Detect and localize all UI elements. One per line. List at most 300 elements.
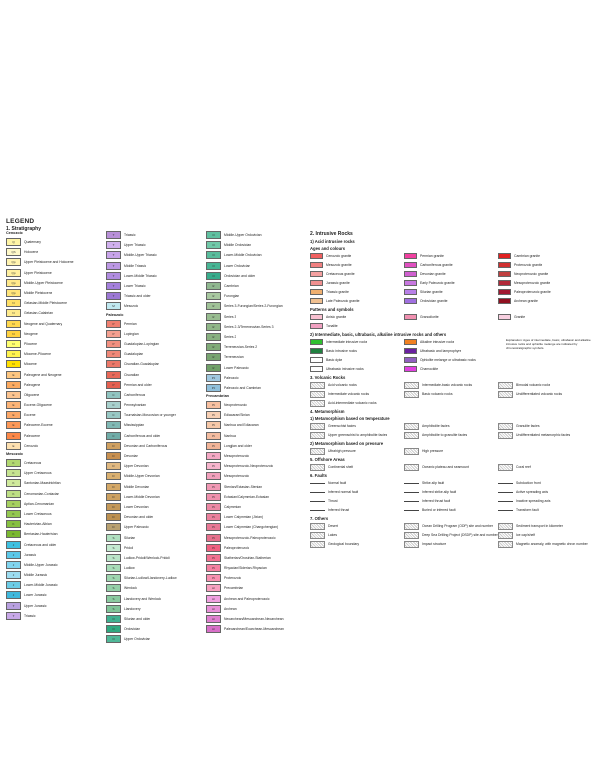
- color-swatch: S: [106, 534, 121, 542]
- intermediate-heading: 2) Intermediate, basic, ultrabasic, alkaline intrusive rocks and others: [310, 332, 447, 337]
- color-swatch: Pt: [206, 544, 221, 552]
- legend-row: [106, 451, 206, 461]
- color-swatch: Є: [206, 302, 221, 310]
- color-swatch: [404, 348, 417, 354]
- legend-label: Permian: [124, 321, 137, 326]
- pressure-heading: 2) Metamorphism based on pressure: [310, 441, 384, 446]
- fault-line: [404, 510, 419, 511]
- legend-row: [6, 441, 106, 451]
- color-swatch: Pt: [206, 534, 221, 542]
- color-swatch: C: [106, 432, 121, 440]
- legend-label: Inferred thrust: [328, 508, 350, 512]
- legend-label: Hauterivian-Albian: [24, 522, 52, 527]
- color-swatch: Є: [206, 282, 221, 290]
- color-swatch: P: [106, 320, 121, 328]
- color-swatch: P: [106, 340, 121, 348]
- legend-row: [106, 271, 206, 281]
- legend-label: Cisuralian: [124, 372, 140, 377]
- temperature-heading: 1) Metamorphism based on temperature: [310, 416, 390, 421]
- color-swatch: N: [6, 360, 21, 368]
- legend-label: Proterozoic: [224, 576, 242, 581]
- legend-label: Desert: [328, 524, 338, 528]
- legend-label: Granulite facies: [516, 424, 540, 428]
- legend-label: Lower-Middle Ordovician: [224, 253, 262, 258]
- legend-label: Mesoproterozoic: [224, 454, 250, 459]
- color-swatch: E: [6, 411, 21, 419]
- legend-label: Silurian: [124, 535, 136, 540]
- legend-label: Stenian/Ectasian-Stenian: [224, 484, 263, 489]
- legend-row: [206, 312, 306, 322]
- legend-row: [106, 390, 206, 400]
- legend-cell: [498, 479, 592, 487]
- legend-label: Longjian and older: [224, 443, 252, 448]
- color-swatch: [404, 271, 417, 277]
- legend-label: Mississippian: [124, 423, 145, 428]
- legend-cell: [310, 347, 404, 355]
- legend-row: [106, 420, 206, 430]
- legend-row: [106, 583, 206, 593]
- legend-cell: [310, 252, 404, 260]
- legend-cell: [498, 288, 592, 296]
- legend-label: Mesozoic granite: [326, 263, 352, 267]
- legend-label: Carboniferous and older: [124, 433, 161, 438]
- legend-label: Upper greenschist to amphibolite facies: [328, 433, 388, 437]
- legend-row: [6, 257, 106, 267]
- legend-label: Basic dyke: [326, 358, 343, 362]
- legend-row: [206, 261, 306, 271]
- stratigraphy-column-2: [106, 230, 206, 645]
- legend-label: Deep Sea Drilling Project (DSDP) site and number: [422, 533, 498, 537]
- legend-label: Cisuralian-Guadalupian: [124, 362, 160, 367]
- color-swatch: E: [6, 442, 21, 450]
- patterns-heading: Patterns and symbols: [310, 307, 354, 312]
- color-swatch: Pt: [206, 523, 221, 531]
- legend-label: Jurassic: [24, 552, 37, 557]
- color-swatch: Pt: [206, 554, 221, 562]
- legend-label: Lower Calymmian (Jixian): [224, 515, 264, 520]
- legend-label: Jurassic granite: [326, 281, 350, 285]
- legend-label: Magnetic anomaly, with magnetic chron number: [516, 542, 588, 546]
- color-swatch: E: [6, 371, 21, 379]
- legend-label: Archean: [224, 606, 237, 611]
- legend-label: Cenozoic granite: [326, 254, 352, 258]
- legend-label: Ordovician: [124, 627, 141, 632]
- legend-label: Lower-Middle Jurassic: [24, 583, 58, 588]
- legend-label: Llandovery and Wenlock: [124, 596, 162, 601]
- color-swatch: Є: [206, 333, 221, 341]
- stratigraphy-heading: 1. Stratigraphy: [6, 226, 42, 232]
- legend-label: Inferred thrust fault: [422, 499, 451, 503]
- legend-row: [106, 512, 206, 522]
- legend-cell: [498, 381, 592, 389]
- legend-row: [106, 482, 206, 492]
- fault-line: [310, 501, 325, 502]
- legend-row: [206, 594, 306, 604]
- legend-cell: [310, 313, 404, 321]
- legend-row: [206, 410, 306, 420]
- color-swatch: [310, 289, 323, 295]
- legend-label: Ice cap/shelf: [516, 533, 536, 537]
- legend-row: [206, 332, 306, 342]
- legend-label: Ludlow-Pridoli/Wenlock-Pridoli: [124, 555, 170, 560]
- color-swatch: [404, 339, 417, 345]
- legend-row: [106, 624, 206, 634]
- legend-cell: [404, 447, 498, 455]
- legend-label: Middle-Upper Jurassic: [24, 562, 58, 567]
- color-swatch: T: [106, 241, 121, 249]
- symbol-swatch: [404, 541, 419, 548]
- legend-row: [206, 492, 306, 502]
- legend-row: [206, 281, 306, 291]
- legend-label: Undifferentiated metamorphic facies: [516, 433, 571, 437]
- color-swatch: P: [106, 371, 121, 379]
- legend-label: Inactive spreading axis: [516, 499, 551, 503]
- legend-label: Mesoproterozoic-Paleoproterozoic: [224, 535, 276, 540]
- volcanic-heading: 3. Volcanic Rocks: [310, 375, 346, 380]
- legend-row: [6, 590, 106, 600]
- legend: [6, 218, 596, 642]
- color-swatch: K: [6, 520, 21, 528]
- color-swatch: O: [106, 635, 121, 643]
- color-swatch: [310, 357, 323, 363]
- legend-label: Gelasian-Middle Pleistocene: [24, 301, 67, 306]
- color-swatch: J: [6, 591, 21, 599]
- legend-row: [106, 492, 206, 502]
- legend-label: Lower Jurassic: [24, 593, 47, 598]
- column-group-heading: Mesozoic: [6, 451, 24, 456]
- color-swatch: N: [6, 299, 21, 307]
- legend-label: Undifferentiated volcanic rocks: [516, 392, 563, 396]
- legend-cell: [310, 463, 404, 471]
- color-swatch: K: [6, 490, 21, 498]
- color-swatch: C: [106, 411, 121, 419]
- legend-label: Middle Triassic: [124, 263, 147, 268]
- legend-label: Paleozoic: [224, 375, 239, 380]
- legend-label: Geological boundary: [328, 542, 360, 546]
- legend-row: [6, 458, 106, 468]
- volcanic-grid: [310, 381, 600, 407]
- symbol-swatch: [310, 448, 325, 455]
- legend-label: Santonian-Maastrichtian: [24, 481, 61, 486]
- symbol-swatch: [310, 541, 325, 548]
- legend-cell: [310, 279, 404, 287]
- symbol-swatch: [310, 489, 325, 496]
- fault-line: [404, 501, 419, 502]
- legend-label: Normal fault: [328, 481, 347, 485]
- explanation-note: Explanation: Ages of intermediate, basic, ultrabasic and alkaline intrusive rocks and ophiolite melange are indicated by chronostratigraphic symbols.: [506, 338, 591, 350]
- color-swatch: O: [206, 272, 221, 280]
- legend-label: Early Paleozoic granite: [420, 281, 455, 285]
- symbol-swatch: [498, 432, 513, 439]
- color-swatch: K: [6, 469, 21, 477]
- legend-label: Basic volcanic rocks: [422, 392, 453, 396]
- legend-row: [6, 550, 106, 560]
- legend-cell: [404, 279, 498, 287]
- color-swatch: T: [6, 602, 21, 610]
- stratigraphy-column-1: [6, 230, 106, 621]
- symbol-swatch: [498, 541, 513, 548]
- color-swatch: D: [106, 452, 121, 460]
- symbol-swatch: [310, 423, 325, 430]
- legend-label: Middle-Upper Pleistocene: [24, 280, 63, 285]
- legend-cell: [498, 522, 592, 530]
- legend-label: Mesozoic: [124, 304, 139, 309]
- legend-cell: [310, 365, 404, 373]
- symbol-swatch: [498, 464, 513, 471]
- color-swatch: T: [106, 282, 121, 290]
- legend-row: [206, 431, 306, 441]
- legend-label: Late Paleozoic granite: [326, 299, 360, 303]
- legend-label: Cretaceous and older: [24, 542, 57, 547]
- symbol-swatch: [310, 480, 325, 487]
- color-swatch: P: [106, 360, 121, 368]
- others-grid: [310, 522, 600, 548]
- legend-label: Series 2: [224, 334, 237, 339]
- legend-cell: [404, 297, 498, 305]
- symbol-swatch: [310, 464, 325, 471]
- color-swatch: P: [106, 330, 121, 338]
- color-swatch: D: [106, 493, 121, 501]
- legend-cell: [310, 322, 404, 330]
- legend-label: Ophiolite melange or ultrabasic rocks: [420, 358, 476, 362]
- legend-cell: [404, 381, 498, 389]
- legend-label: Granodiorite: [420, 315, 439, 319]
- legend-row: [106, 349, 206, 359]
- legend-label: Series 2-3/Terreneuvian-Series 3: [224, 324, 274, 329]
- legend-cell: [310, 531, 404, 539]
- color-swatch: Pt: [206, 472, 221, 480]
- legend-cell: [404, 463, 498, 471]
- fault-line: [498, 510, 513, 511]
- legend-cell: [310, 338, 404, 346]
- legend-label: Charnockite: [420, 367, 439, 371]
- legend-cell: [404, 531, 498, 539]
- color-swatch: D: [106, 483, 121, 491]
- legend-row: [106, 461, 206, 471]
- legend-label: Miocene: [24, 362, 37, 367]
- legend-cell: [310, 506, 404, 514]
- legend-label: Quaternary: [24, 240, 41, 245]
- legend-label: Upper Devonian: [124, 464, 149, 469]
- color-swatch: Ar: [206, 615, 221, 623]
- symbol-swatch: [310, 400, 325, 407]
- legend-label: Terreneuvian-Series 2: [224, 345, 258, 350]
- temperature-grid: [310, 422, 600, 439]
- color-swatch: Pz: [206, 374, 221, 382]
- legend-row: [106, 369, 206, 379]
- color-swatch: O: [106, 615, 121, 623]
- legend-label: Paleoproterozoic granite: [514, 290, 551, 294]
- color-swatch: Pt: [206, 493, 221, 501]
- symbol-swatch: [404, 464, 419, 471]
- color-swatch: O: [206, 251, 221, 259]
- legend-row: [206, 373, 306, 383]
- color-swatch: T: [106, 292, 121, 300]
- color-swatch: Pt: [206, 513, 221, 521]
- symbol-swatch: [498, 382, 513, 389]
- color-swatch: N: [6, 340, 21, 348]
- legend-label: Lower-Middle Devonian: [124, 494, 160, 499]
- color-swatch: T: [106, 231, 121, 239]
- legend-row: [106, 410, 206, 420]
- color-swatch: Є: [206, 353, 221, 361]
- legend-row: [206, 543, 306, 553]
- legend-label: Aptian-Cenomanian: [24, 501, 54, 506]
- legend-label: Coral reef: [516, 465, 531, 469]
- legend-row: [206, 522, 306, 532]
- legend-cell: [310, 479, 404, 487]
- legend-label: Guadalupian-Lopingian: [124, 341, 160, 346]
- column-group-heading: Precambrian: [206, 394, 230, 398]
- legend-row: [6, 570, 106, 580]
- legend-label: Pennsylvanian: [124, 403, 147, 408]
- legend-row: [106, 261, 206, 271]
- fault-line: [310, 483, 325, 484]
- legend-label: Upper Pleistocene and Holocene: [24, 260, 74, 265]
- legend-label: Carboniferous: [124, 392, 146, 397]
- legend-row: [106, 301, 206, 311]
- legend-row: [6, 529, 106, 539]
- legend-row: [6, 519, 106, 529]
- legend-cell: [498, 540, 592, 548]
- color-swatch: [498, 298, 511, 304]
- symbol-swatch: [498, 498, 513, 505]
- legend-row: [206, 322, 306, 332]
- legend-label: Lower-Middle Triassic: [124, 273, 157, 278]
- color-swatch: [310, 366, 323, 372]
- color-swatch: Pt: [206, 421, 221, 429]
- ages-grid: [310, 252, 600, 305]
- color-swatch: E: [6, 401, 21, 409]
- color-swatch: Pt: [206, 401, 221, 409]
- faults-grid: [310, 479, 600, 514]
- legend-row: [206, 563, 306, 573]
- color-swatch: Ar: [206, 584, 221, 592]
- legend-row: [106, 250, 206, 260]
- legend-row: [6, 468, 106, 478]
- legend-label: Upper Jurassic: [24, 603, 47, 608]
- legend-row: [106, 291, 206, 301]
- offshore-grid: [310, 463, 600, 471]
- color-swatch: Pz: [206, 384, 221, 392]
- legend-row: [106, 614, 206, 624]
- legend-row: [206, 240, 306, 250]
- color-swatch: Ar: [206, 605, 221, 613]
- legend-label: Intermediate-basic volcanic rocks: [422, 383, 473, 387]
- legend-label: Oligocene: [24, 392, 40, 397]
- legend-label: Lower Devonian: [124, 504, 149, 509]
- legend-row: [106, 339, 206, 349]
- legend-label: Transform fault: [516, 508, 539, 512]
- symbol-swatch: [310, 382, 325, 389]
- legend-label: Pridoli: [124, 545, 134, 550]
- color-swatch: S: [106, 564, 121, 572]
- color-swatch: Pt: [206, 462, 221, 470]
- legend-row: [106, 594, 206, 604]
- color-swatch: Qh: [6, 248, 21, 256]
- legend-cell: [310, 497, 404, 505]
- legend-label: Upper Ordovician: [124, 637, 151, 642]
- legend-label: Strike-slip fault: [422, 481, 445, 485]
- legend-label: Lower Paleozoic: [224, 365, 249, 370]
- legend-row: [6, 247, 106, 257]
- legend-label: Devonian and Carboniferous: [124, 443, 168, 448]
- legend-row: [206, 461, 306, 471]
- color-swatch: O: [206, 241, 221, 249]
- legend-cell: [310, 381, 404, 389]
- fault-line: [310, 492, 325, 493]
- color-swatch: E: [6, 391, 21, 399]
- legend-cell: [498, 488, 592, 496]
- fault-line: [498, 492, 513, 493]
- color-swatch: [310, 253, 323, 259]
- legend-label: Cambrian: [224, 284, 239, 289]
- legend-cell: [404, 288, 498, 296]
- legend-label: Ultrahigh pressure: [328, 449, 356, 453]
- legend-label: Amphibolite facies: [422, 424, 450, 428]
- color-swatch: [404, 262, 417, 268]
- legend-row: [106, 319, 206, 329]
- color-swatch: T: [106, 272, 121, 280]
- legend-row: [106, 230, 206, 240]
- legend-row: [6, 400, 106, 410]
- legend-label: Mesoproterozoic-Neoproterozoic: [224, 464, 274, 469]
- color-swatch: O: [206, 262, 221, 270]
- fault-line: [498, 483, 513, 484]
- legend-row: [206, 532, 306, 542]
- legend-row: [206, 441, 306, 451]
- color-swatch: Ar: [206, 625, 221, 633]
- color-swatch: Є: [206, 343, 221, 351]
- legend-label: Middle Jurassic: [24, 573, 48, 578]
- color-swatch: N: [6, 309, 21, 317]
- color-swatch: Q: [6, 238, 21, 246]
- legend-label: Intermediate intrusive rocks: [326, 340, 368, 344]
- faults-heading: 6. Faults: [310, 473, 327, 478]
- symbol-swatch: [310, 507, 325, 514]
- legend-label: Triassic: [124, 233, 136, 238]
- legend-label: Rhyacian/Siderian-Rhyacian: [224, 566, 267, 571]
- color-swatch: [498, 280, 511, 286]
- legend-label: Active spreading axis: [516, 490, 549, 494]
- legend-label: Upper Triassic: [124, 243, 146, 248]
- color-swatch: D: [106, 503, 121, 511]
- legend-cell: [498, 506, 592, 514]
- legend-label: Thrust: [328, 499, 338, 503]
- legend-row: [6, 329, 106, 339]
- legend-row: [6, 489, 106, 499]
- legend-cell: [404, 522, 498, 530]
- color-swatch: S: [106, 544, 121, 552]
- legend-row: [6, 390, 106, 400]
- legend-right-panel: [310, 230, 600, 548]
- legend-label: Subduction front: [516, 481, 541, 485]
- color-swatch: Qp: [6, 269, 21, 277]
- legend-row: [106, 502, 206, 512]
- legend-label: Pliocene: [24, 341, 38, 346]
- legend-label: Middle Devonian: [124, 484, 150, 489]
- legend-row: [6, 431, 106, 441]
- color-swatch: J: [6, 541, 21, 549]
- symbol-swatch: [404, 507, 419, 514]
- legend-label: Inferred strike-slip fault: [422, 490, 457, 494]
- color-swatch: C: [106, 391, 121, 399]
- legend-row: [206, 230, 306, 240]
- legend-cell: [498, 313, 592, 321]
- legend-label: Ludlow: [124, 566, 135, 571]
- color-swatch: [498, 253, 511, 259]
- legend-cell: [310, 488, 404, 496]
